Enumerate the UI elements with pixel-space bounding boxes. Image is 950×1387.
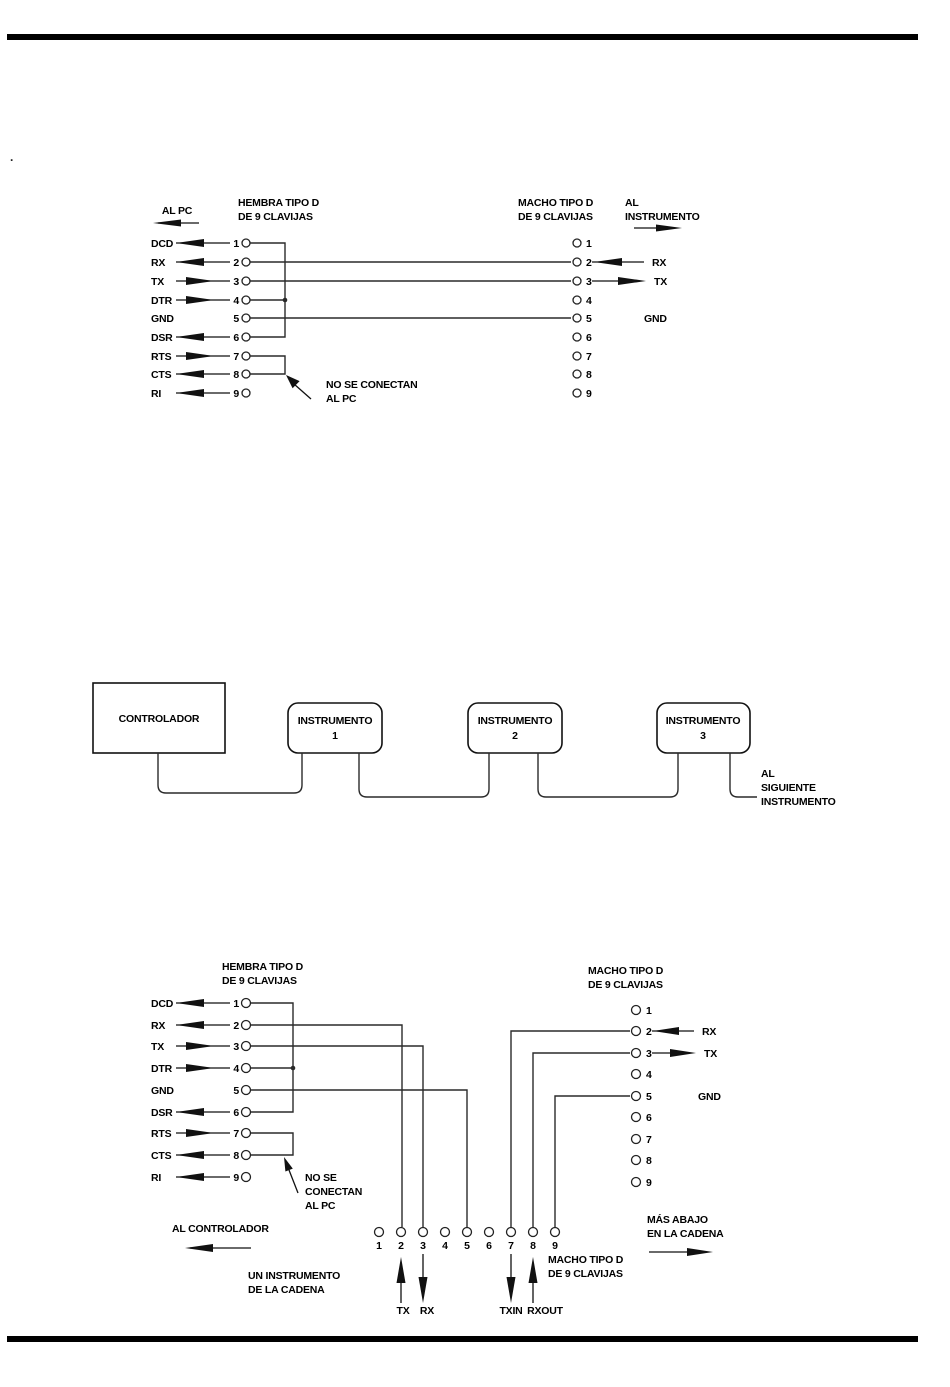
pin-circle bbox=[573, 239, 581, 247]
pin-circle bbox=[242, 1086, 251, 1095]
pin-row-dcd bbox=[151, 998, 251, 1010]
signal-txin: TXIN bbox=[499, 1305, 523, 1317]
pin-circle bbox=[632, 1070, 641, 1079]
junction-dot bbox=[283, 298, 288, 303]
pin-circle bbox=[573, 258, 581, 266]
pin-circle bbox=[242, 314, 250, 322]
female-connector-subtitle: DE 9 CLAVIJAS bbox=[222, 975, 297, 987]
loopback-1-4-6 bbox=[250, 243, 285, 337]
pin-number: 7 bbox=[646, 1134, 652, 1146]
pin-number: 5 bbox=[233, 313, 239, 325]
female-connector-pins bbox=[151, 998, 251, 1184]
pin-circle bbox=[632, 1156, 641, 1165]
pin-number: 7 bbox=[233, 351, 239, 363]
pin-number: 5 bbox=[464, 1240, 470, 1252]
chain-member-line-1: UN INSTRUMENTO bbox=[248, 1270, 341, 1282]
pin-row-dtr bbox=[151, 1063, 251, 1075]
pin-label: TX bbox=[151, 276, 165, 288]
next-instrument-line-2: SIGUIENTE bbox=[761, 782, 816, 794]
pin-circle bbox=[463, 1228, 472, 1237]
pin-row-dtr bbox=[151, 295, 250, 307]
instrument-2-box bbox=[468, 703, 562, 753]
down-chain-line-1: MÁS ABAJO bbox=[647, 1214, 708, 1226]
pin-label: DCD bbox=[151, 238, 174, 250]
pin-row-ri bbox=[151, 388, 250, 400]
pin-number: 8 bbox=[530, 1240, 536, 1252]
arrow-left-icon bbox=[176, 258, 204, 266]
cable-instrument2-instrument3 bbox=[538, 753, 678, 797]
arrow-right-icon bbox=[670, 1049, 696, 1057]
arrow-down-icon bbox=[419, 1277, 428, 1303]
note-not-connected bbox=[284, 1157, 362, 1212]
to-instrument-label-1: AL bbox=[625, 197, 639, 209]
pin-circle bbox=[573, 370, 581, 378]
down-chain-line-2: EN LA CADENA bbox=[647, 1228, 724, 1240]
signal-tx: TX bbox=[396, 1305, 410, 1317]
pin-row-dsr bbox=[151, 332, 250, 344]
loopback-7-8 bbox=[251, 1133, 293, 1155]
arrow-right-icon bbox=[618, 277, 646, 285]
pin-circle bbox=[573, 296, 581, 304]
pin-label: GND bbox=[151, 1085, 174, 1097]
signal-tx: TX bbox=[704, 1048, 718, 1060]
female-connector-title: HEMBRA TIPO D bbox=[222, 961, 304, 973]
pin-number: 1 bbox=[646, 1005, 652, 1017]
cable-to-next-instrument bbox=[730, 753, 757, 797]
pin-number: 2 bbox=[233, 1020, 239, 1032]
pin-number: 4 bbox=[442, 1240, 448, 1252]
pin-row-rts bbox=[151, 351, 250, 363]
arrow-right-icon bbox=[186, 1129, 214, 1137]
male-connector-title: MACHO TIPO D bbox=[588, 965, 664, 977]
pin-number: 6 bbox=[486, 1240, 492, 1252]
note-line-2: AL PC bbox=[326, 393, 357, 405]
pin-circle bbox=[632, 1006, 641, 1015]
arrow-left-icon bbox=[176, 389, 204, 397]
connector-type-line-1: MACHO TIPO D bbox=[548, 1254, 624, 1266]
pin-label: RX bbox=[151, 1020, 166, 1032]
pin-circle bbox=[441, 1228, 450, 1237]
pin-number: 6 bbox=[233, 332, 239, 344]
daisy-chain-diagram bbox=[93, 683, 836, 808]
pin-circle bbox=[632, 1113, 641, 1122]
pin-circle bbox=[632, 1135, 641, 1144]
wire-gnd bbox=[251, 1090, 467, 1227]
pin-number: 9 bbox=[552, 1240, 558, 1252]
pin-label: RI bbox=[151, 388, 162, 400]
instrument-2-label: INSTRUMENTO bbox=[477, 715, 553, 727]
arrow-left-icon bbox=[176, 239, 204, 247]
pin-number: 8 bbox=[646, 1155, 652, 1167]
wire-tx bbox=[251, 1046, 423, 1227]
pin-number: 1 bbox=[376, 1240, 382, 1252]
pin-number: 8 bbox=[233, 1150, 239, 1162]
male-connector-signals bbox=[652, 1026, 721, 1103]
pin-number: 6 bbox=[646, 1112, 652, 1124]
stray-period: . bbox=[10, 150, 14, 164]
pin-circle bbox=[242, 1129, 251, 1138]
pin-row-gnd bbox=[151, 313, 250, 325]
arrow-up-icon bbox=[284, 1157, 293, 1172]
cable-wires bbox=[250, 243, 571, 374]
instrument-1-number: 1 bbox=[332, 730, 338, 742]
top-wiring-diagram bbox=[151, 197, 700, 405]
pin-circle bbox=[419, 1228, 428, 1237]
pin-row-cts bbox=[151, 1150, 251, 1162]
pin-label: RTS bbox=[151, 351, 172, 363]
arrow-up-icon bbox=[529, 1257, 538, 1283]
arrow-left-icon bbox=[653, 1027, 679, 1035]
pin-circle bbox=[632, 1049, 641, 1058]
pin-number: 1 bbox=[233, 238, 239, 250]
pin-circle bbox=[242, 389, 250, 397]
chain-instrument-connector bbox=[375, 1228, 624, 1318]
pin-number: 7 bbox=[233, 1128, 239, 1140]
pin-number: 3 bbox=[233, 276, 239, 288]
pin-number: 6 bbox=[586, 332, 592, 344]
arrow-down-icon bbox=[507, 1277, 516, 1303]
signal-gnd: GND bbox=[644, 313, 667, 325]
pin-number: 7 bbox=[508, 1240, 514, 1252]
loopback-7-8 bbox=[250, 356, 285, 374]
chain-member-line-2: DE LA CADENA bbox=[248, 1284, 325, 1296]
pin-circle bbox=[242, 352, 250, 360]
pin-number: 1 bbox=[586, 238, 592, 250]
signal-rx: RX bbox=[419, 1305, 435, 1317]
to-controller-label: AL CONTROLADOR bbox=[172, 1223, 269, 1235]
pin-label: DCD bbox=[151, 998, 174, 1010]
pin-number: 3 bbox=[586, 276, 592, 288]
pin-number: 7 bbox=[586, 351, 592, 363]
pin-label: DSR bbox=[151, 332, 173, 344]
pin-circle bbox=[242, 1108, 251, 1117]
pin-number: 2 bbox=[398, 1240, 404, 1252]
pin-circle bbox=[485, 1228, 494, 1237]
pin-label: RX bbox=[151, 257, 166, 269]
next-instrument-line-1: AL bbox=[761, 768, 775, 780]
pin-circle bbox=[573, 333, 581, 341]
arrow-left-icon bbox=[176, 1173, 204, 1181]
loopback-1-4-6 bbox=[251, 1003, 293, 1112]
pin-circle bbox=[397, 1228, 406, 1237]
arrow-left-icon bbox=[176, 1108, 204, 1116]
arrow-left-icon bbox=[176, 333, 204, 341]
pin-circle bbox=[551, 1228, 560, 1237]
pin-circle bbox=[242, 258, 250, 266]
pin-number: 2 bbox=[233, 257, 239, 269]
to-instrument-label-2: INSTRUMENTO bbox=[625, 211, 700, 223]
arrow-right-icon bbox=[186, 1042, 214, 1050]
arrow-right-icon bbox=[186, 296, 214, 304]
signal-gnd: GND bbox=[698, 1091, 721, 1103]
pin-row-rx bbox=[151, 257, 250, 269]
pin-row-gnd bbox=[151, 1085, 251, 1097]
note-line-1: NO SE bbox=[305, 1172, 337, 1184]
pin-circle bbox=[242, 1173, 251, 1182]
pin-row-dsr bbox=[151, 1107, 251, 1119]
instrument-3-number: 3 bbox=[700, 730, 706, 742]
arrow-right-icon bbox=[186, 352, 214, 360]
pin-number: 1 bbox=[233, 998, 239, 1010]
pin-row-dcd bbox=[151, 238, 250, 250]
pin-label: TX bbox=[151, 1041, 165, 1053]
pin-number: 5 bbox=[586, 313, 592, 325]
pin-circle bbox=[632, 1178, 641, 1187]
pin-number: 4 bbox=[233, 295, 239, 307]
instrument-2-number: 2 bbox=[512, 730, 518, 742]
pin-label: CTS bbox=[151, 1150, 172, 1162]
male-connector-subtitle: DE 9 CLAVIJAS bbox=[518, 211, 593, 223]
pin-number: 4 bbox=[233, 1063, 239, 1075]
arrow-right-icon bbox=[634, 225, 682, 232]
arrow-left-icon bbox=[176, 370, 204, 378]
pin-row-tx bbox=[151, 276, 250, 288]
pin-circle bbox=[529, 1228, 538, 1237]
male-connector-signals bbox=[592, 257, 667, 325]
pin-number: 5 bbox=[233, 1085, 239, 1097]
arrow-left-icon bbox=[176, 1021, 204, 1029]
cable-instrument1-instrument2 bbox=[359, 753, 489, 797]
male-connector-pins bbox=[573, 238, 592, 400]
wire-rxout-to-tx bbox=[533, 1053, 630, 1227]
arrow-left-icon bbox=[594, 258, 622, 266]
pin-number: 8 bbox=[586, 369, 592, 381]
pin-number: 9 bbox=[233, 388, 239, 400]
instrument-1-label: INSTRUMENTO bbox=[297, 715, 373, 727]
junction-dot bbox=[291, 1066, 296, 1071]
next-instrument-line-3: INSTRUMENTO bbox=[761, 796, 836, 808]
arrow-left-icon bbox=[176, 1151, 204, 1159]
pin-label: CTS bbox=[151, 369, 172, 381]
pin-circle bbox=[242, 1064, 251, 1073]
pin-circle bbox=[242, 1151, 251, 1160]
male-connector-title: MACHO TIPO D bbox=[518, 197, 594, 209]
pin-circle bbox=[573, 314, 581, 322]
signal-rx: RX bbox=[652, 257, 667, 269]
pin-number: 3 bbox=[233, 1041, 239, 1053]
instrument-3-label: INSTRUMENTO bbox=[665, 715, 741, 727]
controller-label: CONTROLADOR bbox=[118, 713, 200, 725]
instrument-1-box bbox=[288, 703, 382, 753]
arrow-up-icon bbox=[397, 1257, 406, 1283]
pin-number: 4 bbox=[586, 295, 592, 307]
pin-row-ri bbox=[151, 1172, 251, 1184]
signal-tx: TX bbox=[654, 276, 668, 288]
female-connector-title: HEMBRA TIPO D bbox=[238, 197, 320, 209]
pin-number: 5 bbox=[646, 1091, 652, 1103]
male-connector-subtitle: DE 9 CLAVIJAS bbox=[588, 979, 663, 991]
pin-circle bbox=[242, 333, 250, 341]
pin-number: 8 bbox=[233, 369, 239, 381]
pin-row-rts bbox=[151, 1128, 251, 1140]
note-line-2: CONECTAN bbox=[305, 1186, 363, 1198]
pin-circle bbox=[242, 296, 250, 304]
note-line-1: NO SE CONECTAN bbox=[326, 379, 418, 391]
pin-number: 2 bbox=[586, 257, 592, 269]
pin-circle bbox=[573, 277, 581, 285]
male-connector-pins bbox=[632, 1005, 653, 1189]
pin-row-cts bbox=[151, 369, 250, 381]
pin-label: DSR bbox=[151, 1107, 173, 1119]
arrow-right-icon bbox=[649, 1248, 713, 1256]
pin-number: 3 bbox=[420, 1240, 426, 1252]
arrow-left-icon bbox=[153, 220, 199, 227]
pin-circle bbox=[573, 352, 581, 360]
pin-circle bbox=[507, 1228, 516, 1237]
pin-circle bbox=[242, 1021, 251, 1030]
pin-number: 9 bbox=[233, 1172, 239, 1184]
wire-gnd-chain bbox=[555, 1096, 630, 1227]
pin-label: GND bbox=[151, 313, 174, 325]
pin-circle bbox=[242, 239, 250, 247]
female-connector-pins bbox=[151, 238, 250, 400]
female-connector-subtitle: DE 9 CLAVIJAS bbox=[238, 211, 313, 223]
signal-rxout: RXOUT bbox=[527, 1305, 563, 1317]
to-pc-label: AL PC bbox=[161, 205, 193, 217]
pin-number: 9 bbox=[586, 388, 592, 400]
connector-type-line-2: DE 9 CLAVIJAS bbox=[548, 1268, 623, 1280]
pin-circle bbox=[632, 1027, 641, 1036]
pin-circle bbox=[242, 999, 251, 1008]
pin-label: RTS bbox=[151, 1128, 172, 1140]
bottom-wiring-diagram bbox=[151, 961, 724, 1317]
wire-txin-to-rx bbox=[511, 1031, 630, 1227]
pin-label: DTR bbox=[151, 295, 172, 307]
arrow-left-icon bbox=[185, 1244, 251, 1252]
pin-number: 2 bbox=[646, 1026, 652, 1038]
pin-row-rx bbox=[151, 1020, 251, 1032]
pin-number: 6 bbox=[233, 1107, 239, 1119]
pin-label: RI bbox=[151, 1172, 162, 1184]
instrument-3-box bbox=[657, 703, 750, 753]
arrow-left-icon bbox=[176, 999, 204, 1007]
pin-number: 3 bbox=[646, 1048, 652, 1060]
pin-circle bbox=[375, 1228, 384, 1237]
pin-number: 9 bbox=[646, 1177, 652, 1189]
pin-circle bbox=[242, 277, 250, 285]
cable-controller-instrument1 bbox=[158, 753, 302, 793]
pin-circle bbox=[632, 1092, 641, 1101]
pin-circle bbox=[573, 389, 581, 397]
pin-circle bbox=[242, 1042, 251, 1051]
note-line-3: AL PC bbox=[305, 1200, 336, 1212]
pin-number: 4 bbox=[646, 1069, 652, 1081]
pin-row-tx bbox=[151, 1041, 251, 1053]
signal-rx: RX bbox=[702, 1026, 717, 1038]
pin-circle bbox=[242, 370, 250, 378]
arrow-right-icon bbox=[186, 1064, 214, 1072]
note-not-connected bbox=[286, 375, 418, 405]
arrow-right-icon bbox=[186, 277, 214, 285]
pin-label: DTR bbox=[151, 1063, 172, 1075]
